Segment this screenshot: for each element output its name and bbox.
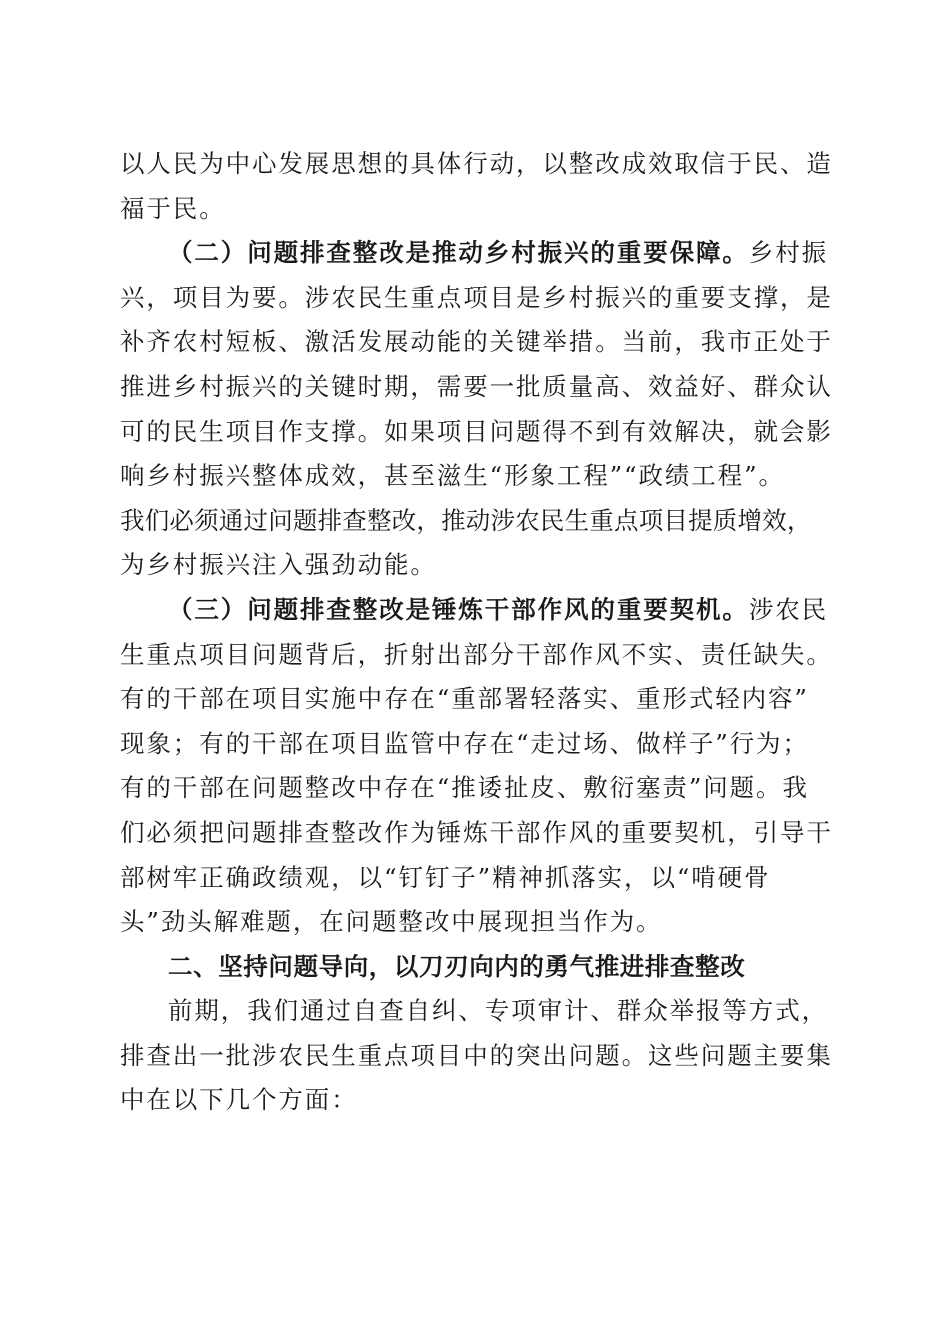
text-line: 部树牢正确政绩观，以“钉钉子”精神抓落实，以“啃硬骨 — [120, 862, 771, 892]
text-line: 有的干部在问题整改中存在“推诿扯皮、敷衍塞责”问题。我 — [120, 773, 809, 803]
text-line: 为乡村振兴注入强劲动能。 — [120, 550, 437, 580]
text-line: 以人民为中心发展思想的具体行动，以整改成效取信于民、造 — [120, 149, 833, 178]
text-line: 现象；有的干部在项目监管中存在“走过场、做样子”行为； — [120, 728, 809, 758]
paragraph-lead-bold: （三）问题排查整改是锤炼干部作风的重要契机。 — [168, 594, 749, 624]
paragraph-cadre-conduct — [120, 588, 832, 945]
paragraph-first-line: 前期，我们通过自查自纠、专项审计、群众举报等方式， — [168, 996, 828, 1026]
paragraph-continuation — [120, 142, 832, 231]
text-line: 生重点项目问题背后，折射出部分干部作风不实、责任缺失。 — [120, 639, 833, 669]
paragraph-rural-revitalization — [120, 231, 832, 588]
paragraph-problem-review — [120, 989, 832, 1123]
text-fragment: 乡村振 — [748, 238, 829, 268]
text-line: 头”劲头解难题，在问题整改中展现担当作为。 — [120, 907, 663, 937]
paragraph-first-line — [120, 588, 832, 633]
text-line: 中在以下几个方面： — [120, 1085, 358, 1115]
text-line: 排查出一批涉农民生重点项目中的突出问题。这些问题主要集 — [120, 1040, 833, 1070]
paragraph-first-line — [120, 231, 832, 276]
text-line: 福于民。 — [120, 193, 226, 223]
text-line: 响乡村振兴整体成效，甚至滋生“形象工程”“政绩工程”。 — [120, 461, 785, 491]
text-line: 兴，项目为要。涉农民生重点项目是乡村振兴的重要支撑，是 — [120, 282, 833, 312]
section-heading: 二、坚持问题导向，以刀刃向内的勇气推进排查整改 — [168, 951, 746, 981]
text-line: 补齐农村短板、激活发展动能的关键举措。当前，我市正处于 — [120, 327, 833, 357]
text-line: 我们必须通过问题排查整改，推动涉农民生重点项目提质增效， — [120, 505, 812, 535]
text-line: 们必须把问题排查整改作为锤炼干部作风的重要契机，引导干 — [120, 817, 833, 847]
text-line: 可的民生项目作支撑。如果项目问题得不到有效解决，就会影 — [120, 416, 833, 446]
text-fragment: 涉农民 — [748, 594, 829, 624]
text-line: 推进乡村振兴的关键时期，需要一批质量高、效益好、群众认 — [120, 371, 833, 401]
document-body — [120, 142, 832, 1123]
text-line: 有的干部在项目实施中存在“重部署轻落实、重形式轻内容” — [120, 684, 809, 714]
paragraph-lead-bold: （二）问题排查整改是推动乡村振兴的重要保障。 — [168, 238, 749, 268]
